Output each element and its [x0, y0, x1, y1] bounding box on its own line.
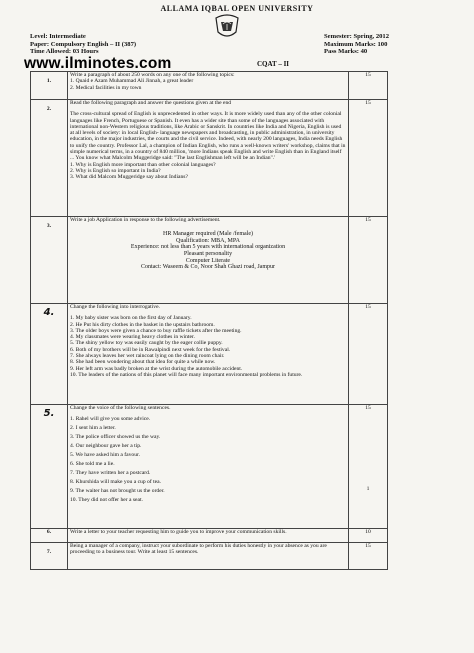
- pass-marks-text: Pass Marks: 40: [324, 48, 368, 56]
- question-number: 7.: [31, 543, 68, 570]
- question-body: [68, 405, 349, 529]
- question-row: [31, 529, 388, 543]
- side-mark: 1: [366, 486, 370, 493]
- sentence-item: 3. The older boys were given a chance to buy raffle tickets after the meeting.: [70, 327, 242, 334]
- question-marks: 15: [349, 217, 388, 304]
- paper-text: Paper: Compulsory English – II (387): [30, 40, 137, 48]
- question-prompt: Write a job Application in response to the following advertisement.: [70, 217, 221, 223]
- university-name: ALLAMA IQBAL OPEN UNIVERSITY: [160, 4, 314, 13]
- sentence-item: 10. The leaders of the nations of this planet will face many important environmental problems in future.: [70, 371, 303, 378]
- sentence-item: 10. They did not offer her a seat.: [70, 497, 143, 504]
- comprehension-question: 1. Why is English more important than other colonial languages?: [70, 161, 216, 168]
- sentence-item: 4. Our neighbour gave her a tip.: [70, 443, 142, 450]
- sentence-item: 5. The shiny yellow toy was easily caught by the eager collie puppy.: [70, 340, 223, 347]
- question-number: 6.: [31, 529, 68, 543]
- topic-item: 2. Medical facilities in my town: [70, 84, 142, 91]
- question-number: 1.: [31, 72, 68, 100]
- semester-text: Semester: Spring, 2012: [324, 33, 390, 40]
- sentence-item: 2. He Put his dirty clothes in the basket in the upstairs bathroom.: [70, 321, 215, 328]
- website-watermark: www.ilminotes.com: [24, 55, 172, 72]
- university-logo-icon: [212, 14, 242, 40]
- question-body: [68, 529, 349, 543]
- exam-details-right: [324, 33, 389, 56]
- question-prompt: Read the following paragraph and answer the questions given at the end: [70, 100, 232, 106]
- sentence-item: 7. They have written her a postcard.: [70, 470, 151, 477]
- question-row: [31, 405, 388, 529]
- question-prompt: Change the following into interrogative.: [70, 304, 160, 310]
- time-text: Time Allowed: 03 Hours: [30, 48, 99, 56]
- exam-details-left: [30, 33, 136, 56]
- question-marks: 15: [349, 72, 388, 100]
- sentence-item: 9. The waiter has not brought us the order.: [70, 488, 165, 495]
- question-marks: 15: [349, 100, 388, 217]
- topic-item: 1. Quaid e Azam Muhammad Ali Jinnah, a great leader: [70, 78, 194, 85]
- question-number: 5.: [31, 405, 68, 529]
- question-body: [68, 72, 349, 100]
- ad-line: Contact: Waseem & Co, Noor Shah Ghazi road, Jampur: [140, 264, 276, 271]
- sentence-item: 1. Rahel will give you some advice.: [70, 416, 151, 423]
- ad-line: Experience: not less than 5 years with international organization: [130, 244, 286, 251]
- comprehension-question: 3. What did Malcom Muggeridge say about Indians?: [70, 174, 188, 181]
- job-advertisement: [70, 223, 346, 271]
- question-prompt: Write a letter to your teacher requesting him to guide you to improve your communication skills.: [70, 529, 287, 535]
- question-body: [68, 304, 349, 405]
- sentence-item: 5. We have asked him a favour.: [70, 452, 140, 459]
- sentence-item: 6. Both of my brothers will be in Rawalpindi next week for the festival.: [70, 346, 231, 353]
- question-body: [68, 100, 349, 217]
- sentence-item: 1. My baby sister was born on the first day of January.: [70, 315, 192, 322]
- question-number: 4.: [31, 304, 68, 405]
- sentence-item: 7. She always leaves her wet raincoat lying on the dining room chair.: [70, 353, 225, 360]
- ad-line: HR Manager required (Male /female): [163, 231, 253, 238]
- question-body: [68, 543, 349, 570]
- ad-line: Pleasant personality: [183, 251, 233, 258]
- question-number: 3.: [31, 217, 68, 304]
- sentence-item: 8. Khurshida will make you a cup of tea.: [70, 479, 162, 486]
- question-marks: 15: [349, 543, 388, 570]
- question-row: [31, 217, 388, 304]
- question-row: [31, 72, 388, 100]
- level-text: Level: Intermediate: [30, 33, 86, 40]
- question-number: 2.: [31, 100, 68, 217]
- question-body: [68, 217, 349, 304]
- paper-code: CQAT – II: [257, 60, 290, 68]
- sentence-item: 2. I sent him a letter.: [70, 425, 116, 432]
- ad-line: Computer Literate: [185, 257, 231, 264]
- max-marks-text: Maximum Marks: 100: [324, 40, 388, 48]
- ad-line: Qualification: MBA, MPA: [176, 237, 240, 244]
- question-row: [31, 100, 388, 217]
- question-row: [31, 543, 388, 570]
- sentence-item: 9. Her left arm was badly broken at the wrist during the automobile accident.: [70, 365, 243, 372]
- sentence-item: 3. The police officer showed us the way.: [70, 434, 161, 441]
- sentence-item: 8. She had been wondering about that idea for quite a while now.: [70, 359, 216, 366]
- comprehension-question: 2. Why is English so important in India?: [70, 167, 161, 174]
- question-marks: 15: [349, 304, 388, 405]
- question-marks: 15 1: [349, 405, 388, 529]
- question-prompt: Change the voice of the following sentences.: [70, 405, 171, 411]
- sentence-item: 6. She told me a lie.: [70, 461, 115, 468]
- reading-passage: The cross-cultural spread of English is unprecedented in other ways. It is more widely used than any of the other colonial languages like French, Portuguese or Spanish. It even has a wider site than some of the languages associated with international non-Western religious traditions, like Arabic or Sanskrit. In countries like India and Nigeria, English is used at all levels of society: in local English- language newspapers and broadcasting, in public administration, in university education, in the major industries, the courts and the civil service. Indeed, with nearly 200 languages, India needs English to unify the country. Professor Lal, a champion of Indian English, who runs a well-known writers' workshop, claims that in simple numerical terms, in a country of 840 million, 'more Indians speak English and write English than in England itself ... You know what Malcolm Muggeridge said: "The last Englishman left will be an Indian".': [70, 111, 346, 162]
- question-prompt: Write a paragraph of about 250 words on any one of the following topics:: [70, 72, 235, 78]
- question-marks: 10: [349, 529, 388, 543]
- questions-table: [30, 71, 388, 570]
- question-row: [31, 304, 388, 405]
- question-prompt: Being a manager of a company, instruct your subordinate to perform his duties honestly in your absence as you are proceeding to a business tour. Write at least 15 sentences.: [70, 543, 327, 556]
- sentence-item: 4. My classmates were wearing heavy clothes in winter.: [70, 334, 195, 341]
